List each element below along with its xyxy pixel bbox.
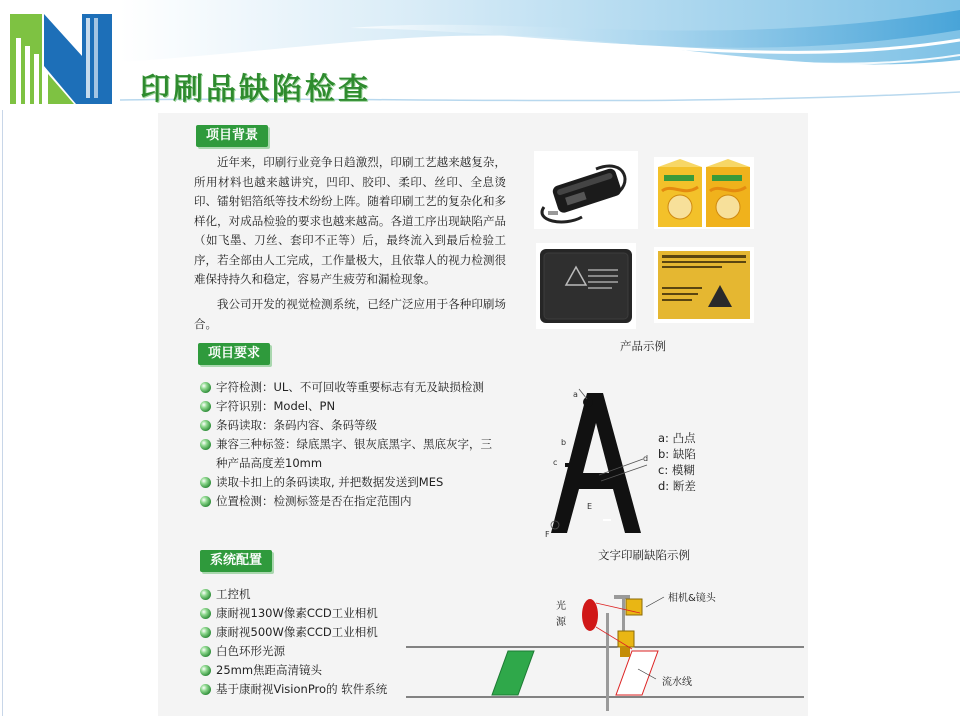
list-item: 兼容三种标签：绿底黑字、银灰底黑字、黑底灰字，三种产品高度差10mm bbox=[200, 435, 500, 473]
bullet-icon bbox=[200, 608, 211, 619]
company-logo bbox=[4, 4, 118, 108]
defect-mark-b: b bbox=[561, 438, 567, 447]
juice-carton-photo bbox=[654, 157, 754, 229]
bullet-icon bbox=[200, 496, 211, 507]
content-panel bbox=[158, 113, 808, 716]
light-source-label-line1: 光 bbox=[556, 601, 566, 612]
section-header-background: 项目背景 bbox=[196, 125, 268, 147]
section-header-config: 系统配置 bbox=[200, 550, 272, 572]
battery-pack-photo bbox=[536, 243, 636, 329]
list-item: 读取卡扣上的条码读取, 并把数据发送到MES bbox=[200, 473, 500, 492]
camera-lens-label: 相机&镜头 bbox=[668, 593, 716, 604]
list-item: 25mm焦距高清镜头 bbox=[200, 661, 460, 680]
bullet-icon bbox=[200, 665, 211, 676]
product-examples-caption: 产品示例 bbox=[620, 339, 666, 353]
defect-legend-item: a: 凸点 bbox=[658, 431, 696, 445]
list-item: 工控机 bbox=[200, 585, 460, 604]
esd-warning-label-photo bbox=[654, 247, 754, 323]
requirements-list bbox=[200, 378, 500, 511]
list-item: 康耐视130W像素CCD工业相机 bbox=[200, 604, 460, 623]
bullet-icon bbox=[200, 627, 211, 638]
defect-mark-c: c bbox=[553, 458, 558, 467]
defect-legend bbox=[658, 430, 696, 494]
bullet-icon bbox=[200, 684, 211, 695]
section-header-requirements: 项目要求 bbox=[198, 343, 270, 365]
bullet-icon bbox=[200, 439, 211, 450]
bullet-icon bbox=[200, 589, 211, 600]
inspection-setup-diagram bbox=[406, 575, 804, 711]
background-paragraph-2: 我公司开发的视觉检测系统，已经广泛应用于各种印刷场合。 bbox=[194, 297, 506, 331]
defect-legend-item: d: 断差 bbox=[658, 479, 696, 493]
list-item: 康耐视500W像素CCD工业相机 bbox=[200, 623, 460, 642]
defect-legend-item: c: 模糊 bbox=[658, 463, 695, 477]
bullet-icon bbox=[200, 401, 211, 412]
list-item: 位置检测：检测标签是否在指定范围内 bbox=[200, 492, 500, 511]
list-item: 白色环形光源 bbox=[200, 642, 460, 661]
bullet-icon bbox=[200, 646, 211, 657]
list-item: 基于康耐视VisionPro的 软件系统 bbox=[200, 680, 460, 699]
defect-mark-d: d bbox=[643, 454, 649, 463]
bullet-icon bbox=[200, 382, 211, 393]
list-item: 字符识别：Model、PN bbox=[200, 397, 500, 416]
bullet-icon bbox=[200, 477, 211, 488]
defect-legend-item: b: 缺陷 bbox=[658, 447, 696, 461]
defect-mark-e: E bbox=[587, 502, 593, 511]
defect-mark-a: a bbox=[573, 390, 578, 399]
power-adapter-photo bbox=[534, 151, 638, 229]
letter-a-defect-diagram bbox=[543, 385, 653, 545]
list-item: 字符检测：UL、不可回收等重要标志有无及缺损检测 bbox=[200, 378, 500, 397]
left-border-line bbox=[2, 110, 3, 716]
background-paragraph-1: 近年来，印刷行业竞争日趋激烈，印刷工艺越来越复杂，所用材料也越来越讲究，凹印、胶印、柔印、丝印、全息烫印、镭射铝箔纸等技术纷纷上阵。随着印刷工艺的复杂化和多样化，对成品检验的要求也越来越高。各道工序出现缺陷产品（如飞墨、刀丝、套印不正等）后，最终流入到最后检验工序，若全部由人工完成，工作量极大，且依靠人的视力检测很难保持持久和稳定，容易产生疲劳和漏检现象。 bbox=[194, 155, 506, 286]
light-source-label-line2: 源 bbox=[556, 617, 566, 628]
conveyor-label: 流水线 bbox=[662, 677, 692, 688]
defect-diagram-caption: 文字印刷缺陷示例 bbox=[598, 548, 690, 562]
bullet-icon bbox=[200, 420, 211, 431]
page-title: 印刷品缺陷检查 bbox=[140, 72, 371, 107]
slide-header bbox=[0, 0, 960, 110]
list-item: 条码读取：条码内容、条码等级 bbox=[200, 416, 500, 435]
defect-mark-f: F bbox=[545, 530, 550, 539]
